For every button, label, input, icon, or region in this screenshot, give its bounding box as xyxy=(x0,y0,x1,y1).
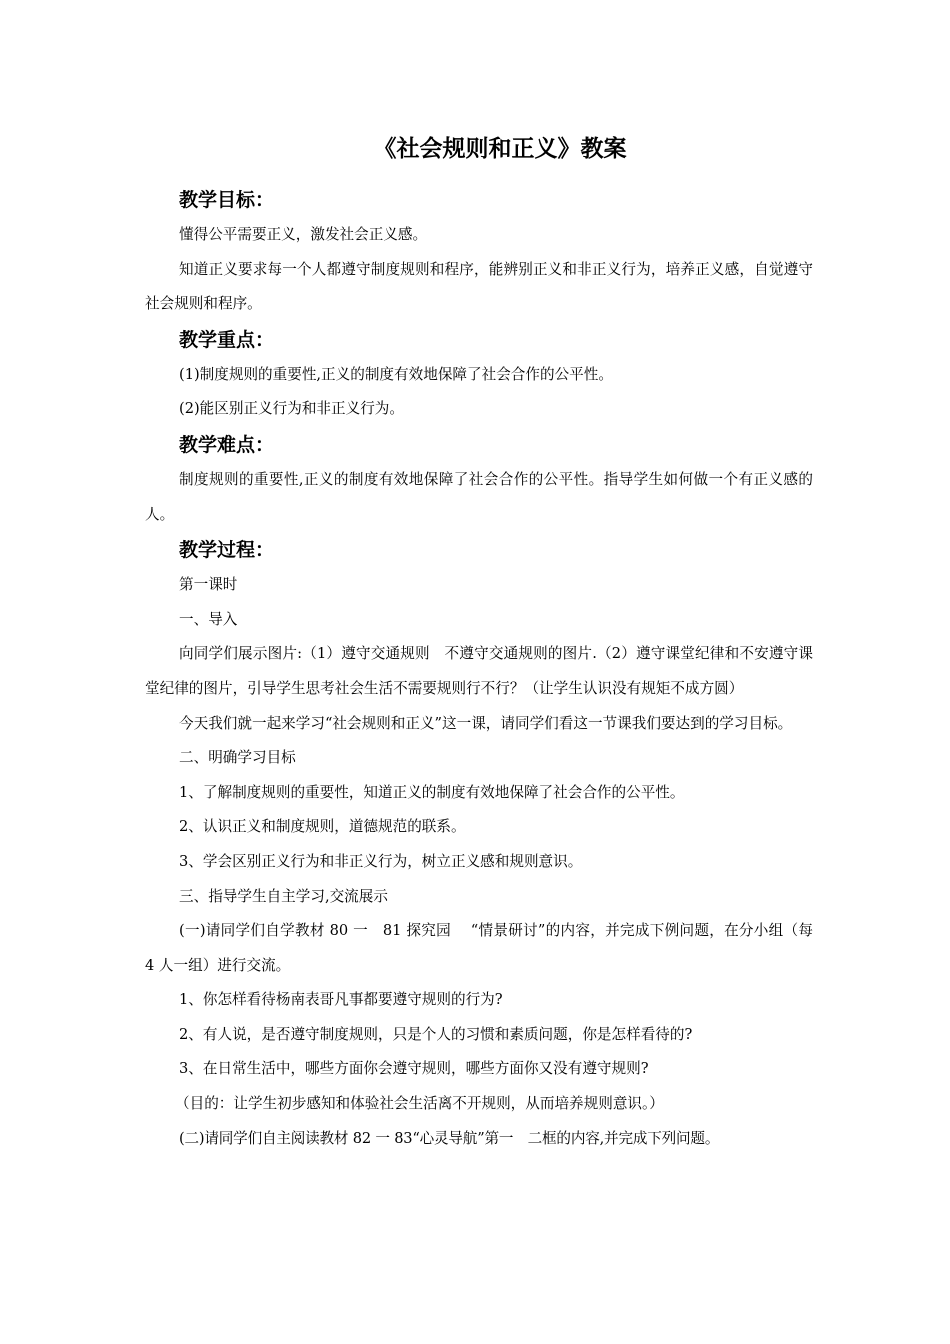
paragraph: 知道正义要求每一个人都遵守制度规则和程序，能辨别正义和非正义行为，培养正义感，自觉遵守社会规则和程序。 xyxy=(145,260,813,313)
page-title: 《社会规则和正义》教案 xyxy=(373,136,627,162)
paragraph: 制度规则的重要性,正义的制度有效地保障了社会合作的公平性。指导学生如何做一个有正义感的人。 xyxy=(145,470,813,523)
paragraph: 3、在日常生活中，哪些方面你会遵守规则，哪些方面你又没有遵守规则? xyxy=(179,1060,649,1078)
heading-key-points: 教学重点： xyxy=(179,328,275,351)
heading-difficulties: 教学难点： xyxy=(179,433,275,456)
paragraph: 第一课时 xyxy=(179,576,238,594)
paragraph: 二、明确学习目标 xyxy=(179,749,296,767)
paragraph: 2、有人说，是否遵守制度规则，只是个人的习惯和素质问题，你是怎样看待的? xyxy=(179,1025,693,1043)
paragraph: (1)制度规则的重要性,正义的制度有效地保障了社会合作的公平性。 xyxy=(179,365,613,383)
paragraph: 1、了解制度规则的重要性，知道正义的制度有效地保障了社会合作的公平性。 xyxy=(179,783,685,801)
paragraph: (二)请同学们自主阅读教材 82 一 83“心灵导航”第一 二框的内容,并完成下列问题。 xyxy=(179,1129,720,1147)
paragraph: 2、认识正义和制度规则，道德规范的联系。 xyxy=(179,818,466,836)
paragraph: 一、导入 xyxy=(179,610,238,628)
paragraph: （目的：让学生初步感知和体验社会生活离不开规则，从而培养规则意识。） xyxy=(175,1095,664,1113)
paragraph: 三、指导学生自主学习,交流展示 xyxy=(179,887,388,905)
paragraph: 3、学会区别正义行为和非正义行为，树立正义感和规则意识。 xyxy=(179,852,583,870)
paragraph: 今天我们就一起来学习“社会规则和正义”这一课，请同学们看这一节课我们要达到的学习目标。 xyxy=(179,714,793,732)
paragraph: 1、你怎样看待杨南表哥凡事都要遵守规则的行为? xyxy=(179,991,503,1009)
paragraph: (一)请同学们自学教材 80 一 81 探究园 “情景研讨”的内容，并完成下例问题，在分小组（每 4 人一组）进行交流。 xyxy=(145,922,813,974)
paragraph: 懂得公平需要正义，激发社会正义感。 xyxy=(179,226,428,243)
paragraph: 向同学们展示图片:（1）遵守交通规则 不遵守交通规则的图片.（2）遵守课堂纪律和不安遵守课堂纪律的图片，引导学生思考社会生活不需要规则行不行？（让学生认识没有规矩不成方圆） xyxy=(145,645,813,697)
document-body xyxy=(145,182,813,1156)
paragraph: (2)能区别正义行为和非正义行为。 xyxy=(179,400,404,418)
heading-objectives: 教学目标： xyxy=(179,189,275,211)
heading-process: 教学过程： xyxy=(179,539,275,562)
